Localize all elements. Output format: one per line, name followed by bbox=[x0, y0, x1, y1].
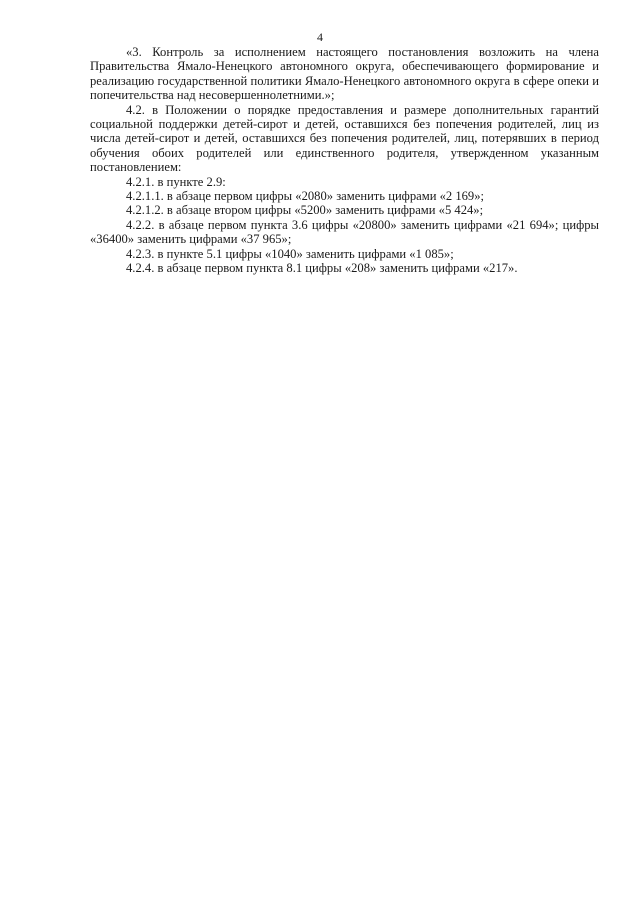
document-body bbox=[90, 45, 599, 276]
paragraph-4-2: 4.2. в Положении о порядке предоставления и размере дополнительных гарантий социальной поддержки детей-сирот и детей, оставшихся без попечения родителей, лиц из числа детей-сирот и детей, оставшихся без попечения родителей, лиц, потерявших в период обучения обоих родителей или единственного родителя, утвержденном указанным постановлением: bbox=[90, 102, 599, 175]
paragraph-control-clause: «3. Контроль за исполнением настоящего постановления возложить на члена Правительства Ямало-Ненецкого автономного округа, обеспечивающего формирование и реализацию государственной политики Ямало-Ненецкого автономного округа в сфере опеки и попечительства над несовершеннолетними.»; bbox=[90, 45, 599, 103]
paragraph-4-2-4: 4.2.4. в абзаце первом пункта 8.1 цифры «208» заменить цифрами «217». bbox=[126, 261, 518, 276]
paragraph-4-2-1: 4.2.1. в пункте 2.9: bbox=[126, 174, 226, 189]
paragraph-4-2-2: 4.2.2. в абзаце первом пункта 3.6 цифры «20800» заменить цифрами «21 694»; цифры «36400» заменить цифрами «37 965»; bbox=[90, 217, 599, 247]
page-number: 4 bbox=[317, 30, 323, 44]
paragraph-4-2-3: 4.2.3. в пункте 5.1 цифры «1040» заменить цифрами «1 085»; bbox=[126, 246, 454, 261]
paragraph-4-2-1-2: 4.2.1.2. в абзаце втором цифры «5200» заменить цифрами «5 424»; bbox=[126, 203, 484, 218]
paragraph-4-2-1-1: 4.2.1.1. в абзаце первом цифры «2080» заменить цифрами «2 169»; bbox=[126, 189, 485, 204]
